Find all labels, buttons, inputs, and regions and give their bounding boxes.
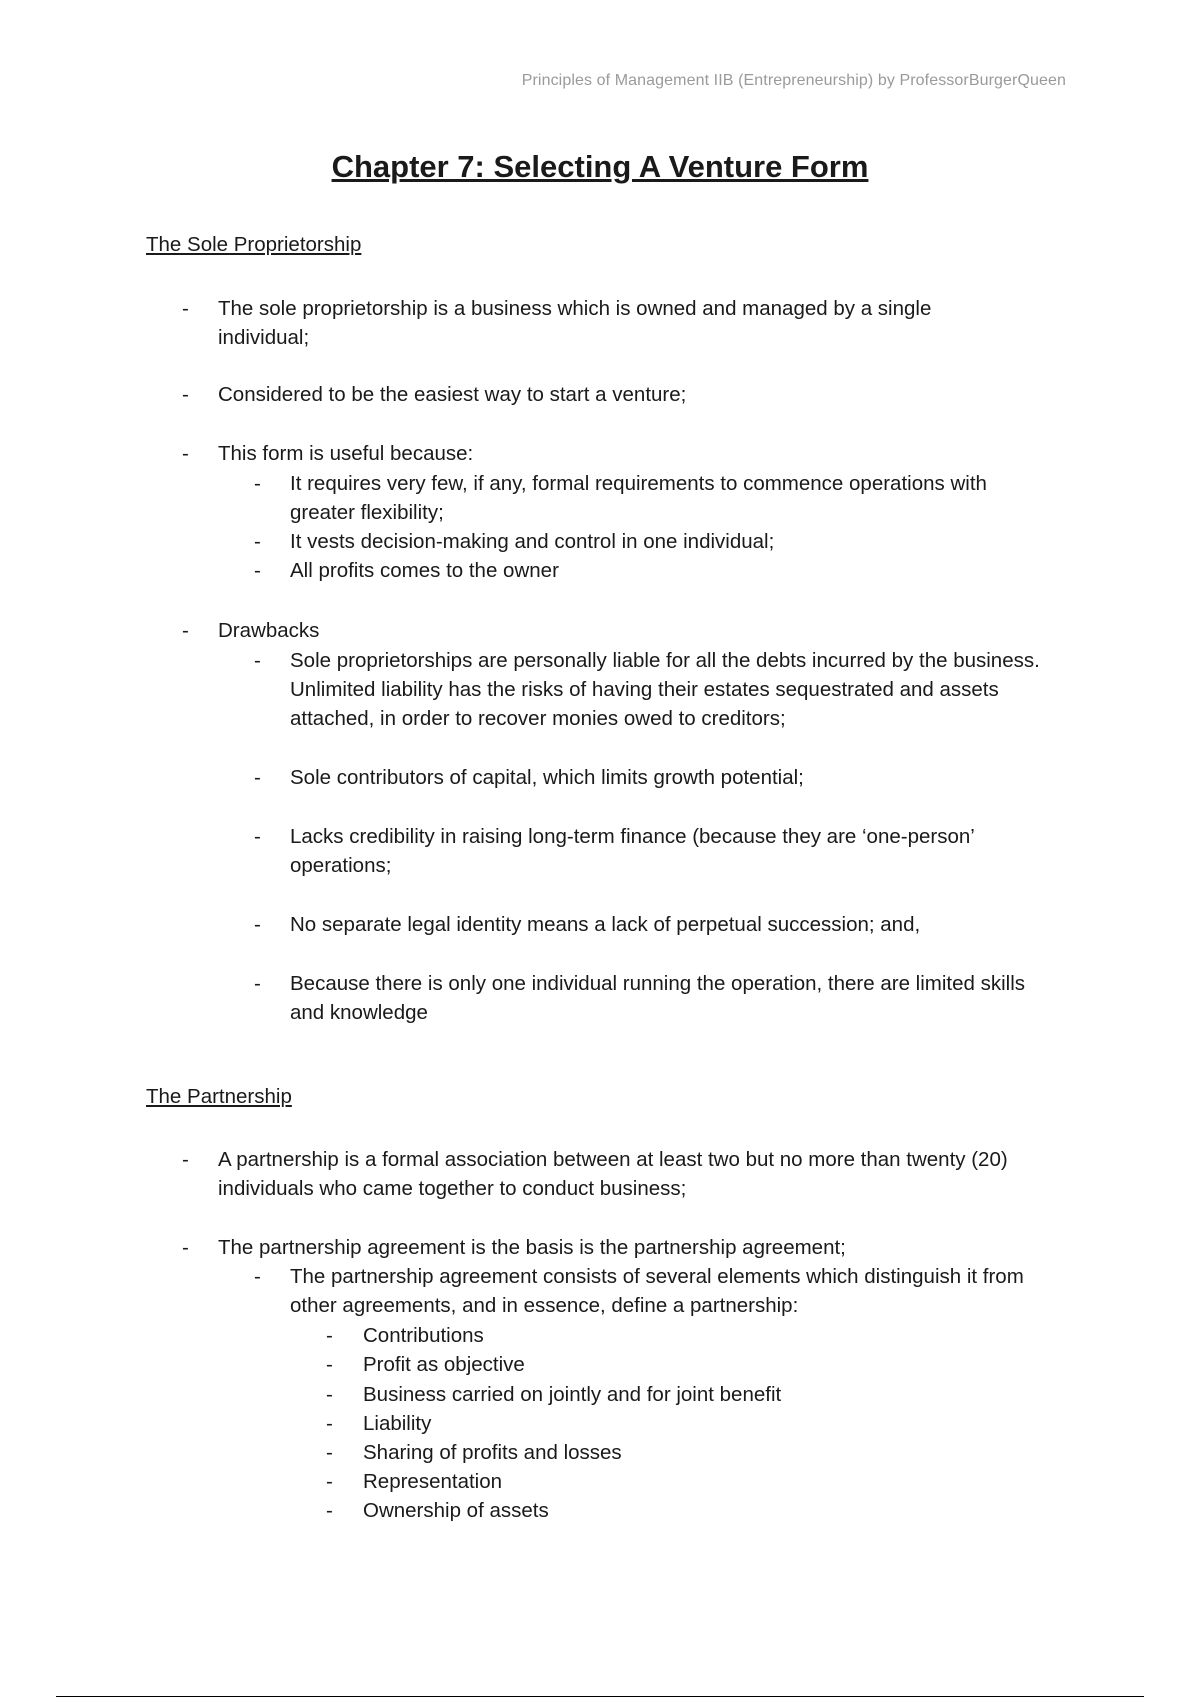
list-item: Sole contributors of capital, which limits growth potential; bbox=[290, 766, 804, 789]
list-item: Considered to be the easiest way to start a venture; bbox=[218, 383, 687, 406]
footer-divider bbox=[56, 1696, 1144, 1697]
section-heading-sole-proprietorship: The Sole Proprietorship bbox=[146, 233, 362, 256]
list-item: Lacks credibility in raising long-term finance (because they are ‘one-person’ operations; bbox=[290, 825, 975, 877]
bullet-dash: - bbox=[254, 649, 261, 672]
bullet-dash: - bbox=[182, 297, 189, 320]
list-item: The sole proprietorship is a business which is owned and managed by a single individual; bbox=[218, 297, 932, 349]
list-item: Sharing of profits and losses bbox=[363, 1441, 622, 1464]
bullet-dash: - bbox=[254, 559, 261, 582]
list-item: Representation bbox=[363, 1470, 503, 1493]
section-heading-partnership: The Partnership bbox=[146, 1085, 292, 1108]
list-item: It vests decision-making and control in one individual; bbox=[290, 530, 775, 553]
bullet-dash: - bbox=[182, 619, 189, 642]
list-item: No separate legal identity means a lack of perpetual succession; and, bbox=[290, 913, 921, 936]
list-item: Contributions bbox=[363, 1324, 484, 1347]
list-item: The partnership agreement is the basis is the partnership agreement; bbox=[218, 1236, 846, 1259]
list-item: Liability bbox=[363, 1412, 432, 1435]
bullet-dash: - bbox=[326, 1470, 333, 1493]
page-title: Chapter 7: Selecting A Venture Form bbox=[331, 149, 869, 184]
list-item: Because there is only one individual running the operation, there are limited skills and knowledge bbox=[290, 972, 1026, 1024]
bullet-dash: - bbox=[254, 766, 261, 789]
bullet-dash: - bbox=[182, 1148, 189, 1171]
bullet-dash: - bbox=[182, 442, 189, 465]
list-item: Sole proprietorships are personally liable for all the debts incurred by the business. Unlimited liability has the risks of having their estates sequestrated and assets attached, in order to recover monies owed to creditors; bbox=[290, 649, 1040, 730]
bullet-dash: - bbox=[254, 825, 261, 848]
bullet-dash: - bbox=[182, 1236, 189, 1259]
bullet-dash: - bbox=[326, 1353, 333, 1376]
bullet-dash: - bbox=[326, 1383, 333, 1406]
bullet-dash: - bbox=[254, 1265, 261, 1288]
bullet-dash: - bbox=[254, 530, 261, 553]
list-item: Ownership of assets bbox=[363, 1499, 549, 1522]
bullet-dash: - bbox=[326, 1324, 333, 1347]
bullet-dash: - bbox=[182, 383, 189, 406]
list-item: This form is useful because: bbox=[218, 442, 474, 465]
list-item: Drawbacks bbox=[218, 619, 320, 642]
list-item: It requires very few, if any, formal requirements to commence operations with greater flexibility; bbox=[290, 472, 987, 524]
list-item: Business carried on jointly and for joint benefit bbox=[363, 1383, 782, 1406]
bullet-dash: - bbox=[254, 472, 261, 495]
bullet-dash: - bbox=[326, 1412, 333, 1435]
list-item: The partnership agreement consists of several elements which distinguish it from other agreements, and in essence, define a partnership: bbox=[290, 1265, 1024, 1317]
list-item: All profits comes to the owner bbox=[290, 559, 559, 582]
bullet-dash: - bbox=[326, 1499, 333, 1522]
bullet-dash: - bbox=[326, 1441, 333, 1464]
list-item: Profit as objective bbox=[363, 1353, 525, 1376]
page-header-note: Principles of Management IIB (Entrepreneurship) by ProfessorBurgerQueen bbox=[521, 72, 1066, 89]
bullet-dash: - bbox=[254, 972, 261, 995]
bullet-dash: - bbox=[254, 913, 261, 936]
list-item: A partnership is a formal association between at least two but no more than twenty (20) individuals who came together to conduct business; bbox=[218, 1148, 1008, 1200]
